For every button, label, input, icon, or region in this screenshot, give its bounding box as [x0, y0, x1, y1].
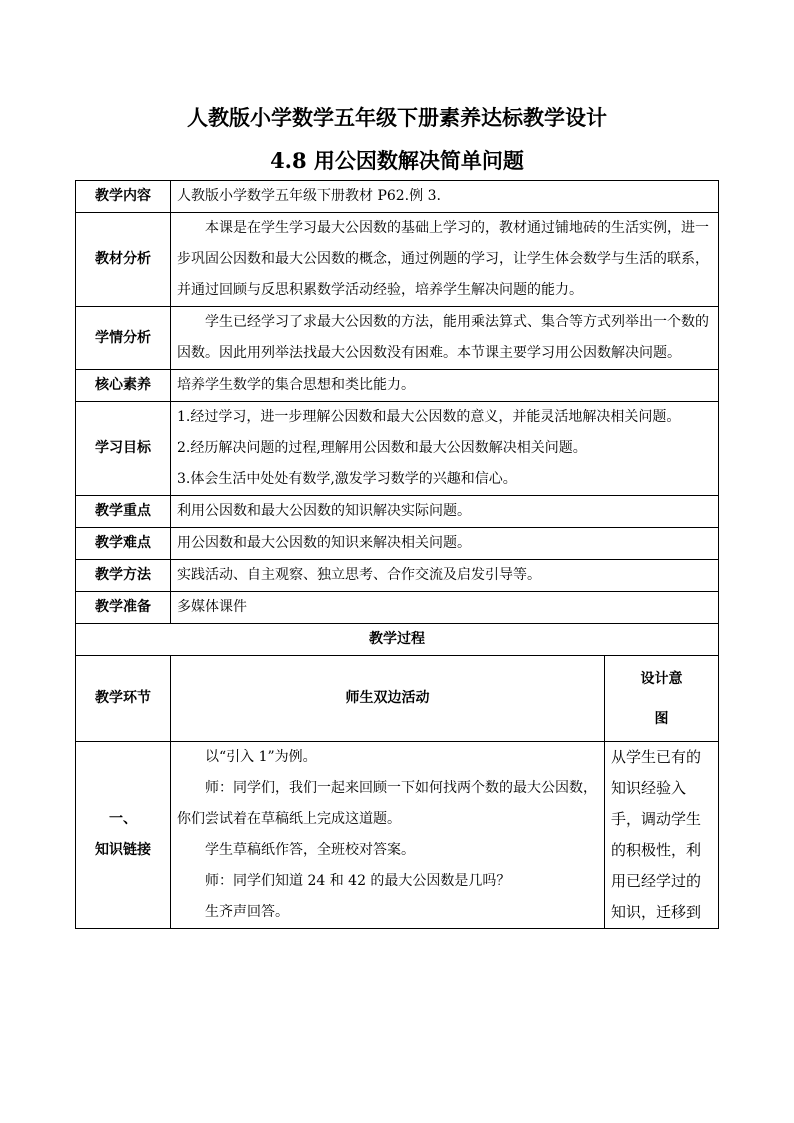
goal-item: 3.体会生活中处处有数学,激发学习数学的兴趣和信心。	[177, 471, 517, 487]
col-header-activity: 师生双边活动	[171, 656, 605, 742]
activity-line: 生齐声回答。	[205, 904, 289, 920]
section-intent: 从学生已有的知识经验入手，调动学生的积极性，利用已经学过的知识，迁移到	[605, 742, 719, 929]
row-label: 教材分析	[76, 213, 171, 307]
row-label: 核心素养	[76, 370, 171, 402]
section-label: 一、 知识链接	[76, 742, 171, 929]
row-core-literacy	[76, 370, 719, 402]
row-value: 实践活动、自主观察、独立思考、合作交流及启发引导等。	[171, 560, 719, 592]
row-label: 教学内容	[76, 181, 171, 213]
activity-line: 以“引入 1”为例。	[205, 749, 317, 765]
row-label: 教学准备	[76, 592, 171, 624]
row-label: 教学重点	[76, 496, 171, 528]
goal-item: 2.经历解决问题的过程,理解用公因数和最大公因数解决相关问题。	[177, 440, 587, 456]
lesson-plan-table	[75, 180, 719, 929]
row-learning-goals	[76, 402, 719, 496]
row-preparation	[76, 592, 719, 624]
process-heading: 教学过程	[76, 624, 719, 656]
goal-item: 1.经过学习，进一步理解公因数和最大公因数的意义，并能灵活地解决相关问题。	[177, 409, 681, 425]
row-value: 学生已经学习了求最大公因数的方法，能用乘法算式、集合等方式列举出一个数的因数。因此用列举法找最大公因数没有困难。本节课主要学习用公因数解决问题。	[171, 307, 719, 370]
row-student-analysis	[76, 307, 719, 370]
row-value: 多媒体课件	[171, 592, 719, 624]
section-activity	[171, 742, 605, 929]
activity-line: 师：同学们，我们一起来回顾一下如何找两个数的最大公因数，你们尝试着在草稿纸上完成这道题。	[177, 780, 597, 827]
row-value	[171, 402, 719, 496]
row-value: 利用公因数和最大公因数的知识解决实际问题。	[171, 496, 719, 528]
row-material-analysis	[76, 213, 719, 307]
row-label: 教学方法	[76, 560, 171, 592]
row-section-1	[76, 742, 719, 929]
lesson-title: 4.8 用公因数解决简单问题	[270, 148, 524, 173]
col-header-intent: 设计意 图	[605, 656, 719, 742]
row-process-columns	[76, 656, 719, 742]
activity-line: 师：同学们知道 24 和 42 的最大公因数是几吗？	[205, 873, 511, 889]
row-process-heading	[76, 624, 719, 656]
row-difficulties	[76, 528, 719, 560]
activity-line: 学生草稿纸作答，全班校对答案。	[205, 842, 415, 858]
row-value: 用公因数和最大公因数的知识来解决相关问题。	[171, 528, 719, 560]
row-label: 学习目标	[76, 402, 171, 496]
row-label: 学情分析	[76, 307, 171, 370]
row-label: 教学难点	[76, 528, 171, 560]
row-key-points	[76, 496, 719, 528]
row-value: 本课是在学生学习最大公因数的基础上学习的，教材通过铺地砖的生活实例，进一步巩固公因数和最大公因数的概念，通过例题的学习，让学生体会数学与生活的联系，并通过回顾与反思积累数学活动经验，培养学生解决问题的能力。	[171, 213, 719, 307]
col-header-stage: 教学环节	[76, 656, 171, 742]
row-methods	[76, 560, 719, 592]
row-value: 人教版小学数学五年级下册教材 P62.例 3.	[171, 181, 719, 213]
row-content	[76, 181, 719, 213]
row-value: 培养学生数学的集合思想和类比能力。	[171, 370, 719, 402]
document-title: 人教版小学数学五年级下册素养达标教学设计	[187, 105, 607, 130]
